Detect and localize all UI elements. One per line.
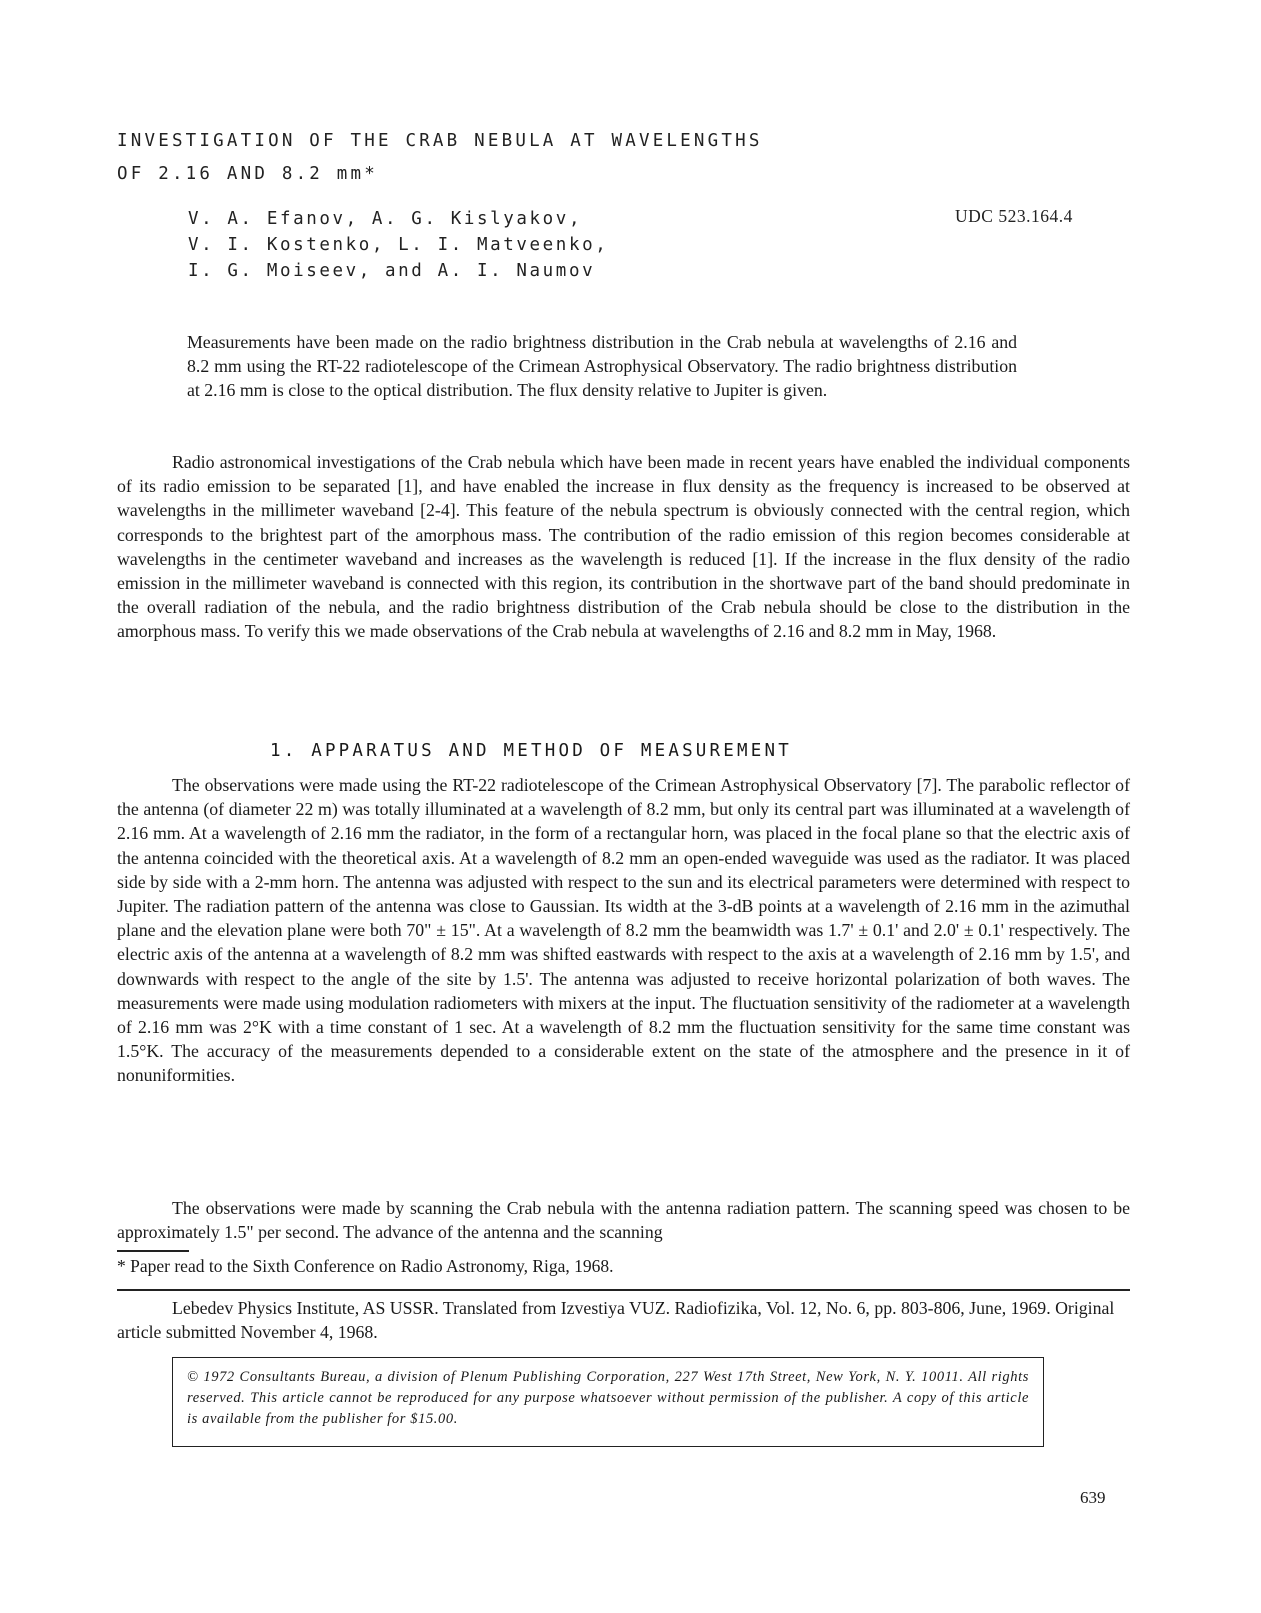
authors-line-2: V. I. Kostenko, L. I. Matveenko,: [188, 235, 609, 255]
affiliation-divider: [117, 1289, 1130, 1291]
authors-line-3: I. G. Moiseev, and A. I. Naumov: [188, 261, 596, 281]
footnote: * Paper read to the Sixth Conference on Radio Astronomy, Riga, 1968.: [117, 1256, 614, 1276]
authors-line-1: V. A. Efanov, A. G. Kislyakov,: [188, 209, 583, 229]
title-line-1: INVESTIGATION OF THE CRAB NEBULA AT WAVELENGTHS: [117, 131, 763, 151]
author-list: [188, 206, 788, 284]
copyright-notice: © 1972 Consultants Bureau, a division of Plenum Publishing Corporation, 227 West 17th Street, New York, N. Y. 10011. All rights reserved. This article cannot be reproduced for any purpose whatsoever without permission of the publisher. A copy of this article is available from the publisher for $15.00.: [172, 1357, 1044, 1447]
section-body: [117, 773, 1130, 1088]
page-number: 639: [1080, 1488, 1106, 1507]
intro-paragraph: Radio astronomical investigations of the Crab nebula which have been made in recent years have enabled the individual components of its radio emission to be separated [1], and have enabled the increase in flux density as the frequency is increased to be observed at wavelengths in the millimeter waveband [2-4]. This feature of the nebula spectrum is obviously connected with the central region, which corresponds to the brightest part of the amorphous mass. The contribution of the radio emission of this region becomes considerable at wavelengths in the centimeter waveband and increases as the wavelength is reduced [1]. If the increase in the flux density of the radio emission in the millimeter waveband is connected with this region, its contribution in the shortwave part of the band should predominate in the overall radiation of the nebula, and the radio brightness distribution of the Crab nebula should be close to the distribution in the amorphous mass. To verify this we made observations of the Crab nebula at wavelengths of 2.16 and 8.2 mm in May, 1968.: [117, 452, 1130, 642]
section-heading: 1. APPARATUS AND METHOD OF MEASUREMENT: [270, 741, 792, 761]
title-line-2: OF 2.16 AND 8.2 mm*: [117, 164, 378, 184]
observation-text: [117, 1196, 1130, 1244]
observation-paragraph: The observations were made by scanning the Crab nebula with the antenna radiation pattern. The scanning speed was chosen to be approximately 1.5" per second. The advance of the antenna and the scanning: [117, 1198, 1130, 1243]
article-title: [117, 125, 1117, 191]
abstract: Measurements have been made on the radio brightness distribution in the Crab nebula at wavelengths of 2.16 and 8.2 mm using the RT-22 radiotelescope of the Crimean Astrophysical Observatory. The radio brightness distribution at 2.16 mm is close to the optical distribution. The flux density relative to Jupiter is given.: [187, 332, 1017, 401]
affiliation-text: Lebedev Physics Institute, AS USSR. Translated from Izvestiya VUZ. Radiofizika, Vol. 12, No. 6, pp. 803-806, June, 1969. Original article submitted November 4, 1968.: [117, 1298, 1115, 1343]
method-paragraph: The observations were made using the RT-22 radiotelescope of the Crimean Astrophysical Observatory [7]. The parabolic reflector of the antenna (of diameter 22 m) was totally illuminated at a wavelength of 8.2 mm, but only its central part was illuminated at a wavelength of 2.16 mm. At a wavelength of 2.16 mm the radiator, in the form of a rectangular horn, was placed in the focal plane so that the electric axis of the antenna coincided with the theoretical axis. At a wavelength of 8.2 mm an open-ended waveguide was used as the radiator. It was placed side by side with a 2-mm horn. The antenna was adjusted with respect to the sun and its electrical parameters were determined with respect to Jupiter. The radiation pattern of the antenna was close to Gaussian. Its width at the 3-dB points at a wavelength of 2.16 mm in the azimuthal plane and the elevation plane were both 70" ± 15". At a wavelength of 8.2 mm the beamwidth was 1.7' ± 0.1' and 2.0' ± 0.1' respectively. The electric axis of the antenna at a wavelength of 8.2 mm was shifted eastwards with respect to the axis at a wavelength of 2.16 mm by 1.5', and downwards with respect to the angle of the site by 1.5'. The antenna was adjusted to receive horizontal polarization of both waves. The measurements were made using modulation radiometers with mixers at the input. The fluctuation sensitivity of the radiometer at a wavelength of 2.16 mm was 2°K with a time constant of 1 sec. At a wavelength of 8.2 mm the fluctuation sensitivity for the same time constant was 1.5°K. The accuracy of the measurements depended to a considerable extent on the state of the atmosphere and the presence in it of nonuniformities.: [117, 775, 1130, 1086]
introduction: [117, 450, 1130, 644]
udc-code: UDC 523.164.4: [955, 206, 1073, 226]
affiliation-block: [117, 1296, 1130, 1344]
footnote-divider: [117, 1250, 189, 1252]
